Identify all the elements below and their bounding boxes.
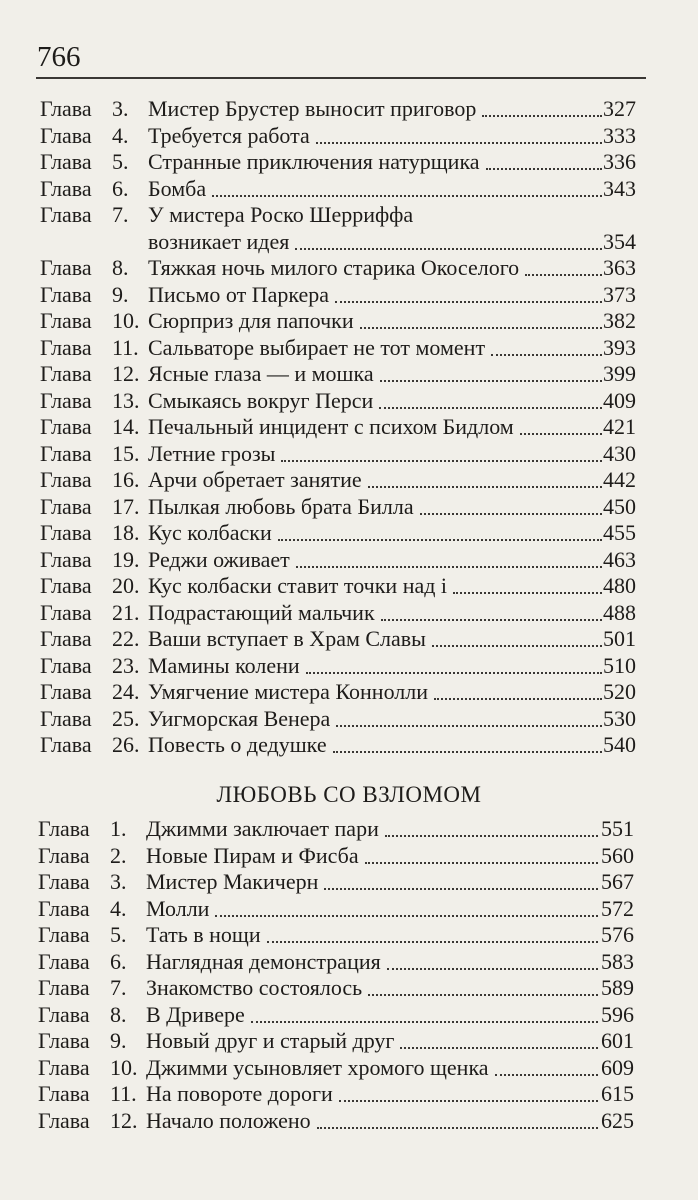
chapter-title-wrap: [148, 202, 638, 228]
chapter-title-line2: возникает идея: [148, 228, 290, 254]
chapter-title: Печальный инцидент с психом Бидлом: [148, 414, 514, 439]
chapter-title-wrap: [148, 653, 602, 679]
chapter-label: Глава: [40, 493, 92, 519]
chapter-title-wrap: [148, 520, 602, 546]
chapter-label: Глава: [40, 202, 92, 227]
chapter-label: Глава: [40, 334, 92, 360]
toc-entry: [0, 653, 698, 680]
toc-entry: [0, 1002, 698, 1029]
chapter-number: 4.: [110, 895, 127, 921]
chapter-title-wrap: [148, 494, 602, 520]
chapter-label: Глава: [38, 842, 90, 868]
chapter-title-wrap: [148, 467, 602, 493]
chapter-title: Сальваторе выбирает не тот момент: [148, 334, 486, 360]
chapter-label: Глава: [40, 732, 92, 757]
chapter-title: Тать в нощи: [146, 922, 261, 947]
chapter-number: 9.: [112, 281, 129, 307]
chapter-title: Тяжкая ночь милого старика Окоселого: [148, 255, 520, 280]
chapter-number: 1.: [110, 816, 127, 841]
toc-entry: [0, 843, 698, 870]
chapter-label: Глава: [40, 308, 92, 333]
chapter-number: 4.: [112, 122, 129, 148]
page-ref: 583: [601, 948, 634, 974]
chapter-title-wrap: [146, 975, 598, 1001]
page-ref: 596: [601, 1001, 634, 1027]
chapter-title: Подрастающий мальчик: [148, 599, 375, 625]
chapter-title-wrap: [148, 441, 602, 467]
chapter-title-wrap: [148, 600, 602, 626]
chapter-title-wrap: [148, 335, 602, 361]
page-ref: 343: [603, 175, 636, 201]
chapter-title: Требуется работа: [148, 122, 310, 148]
chapter-title: Джимми усыновляет хромого щенка: [146, 1054, 489, 1080]
chapter-title-wrap: [146, 1108, 598, 1134]
dot-leader: [432, 644, 602, 647]
chapter-number: 6.: [112, 175, 129, 201]
chapter-number: 26.: [112, 732, 140, 757]
page-ref: 540: [603, 732, 636, 757]
chapter-title-wrap: [148, 679, 602, 705]
page-ref: 625: [601, 1107, 634, 1133]
toc-entry: [0, 600, 698, 627]
header-rule: [36, 77, 646, 79]
chapter-number: 2.: [110, 842, 127, 868]
toc-entry: [0, 547, 698, 574]
dot-leader: [316, 141, 602, 144]
page-ref: 480: [603, 573, 636, 598]
dot-leader: [482, 114, 602, 117]
toc-entry: [0, 949, 698, 976]
chapter-label: Глава: [40, 387, 92, 413]
toc-entry: [0, 1108, 698, 1135]
page-ref: 572: [601, 895, 634, 921]
dot-leader: [296, 565, 602, 568]
toc-entry: [0, 149, 698, 176]
chapter-title: Мистер Макичерн: [146, 869, 319, 894]
chapter-title: Арчи обретает занятие: [148, 467, 362, 492]
page-ref: 450: [603, 493, 636, 519]
dot-leader: [495, 1073, 598, 1076]
chapter-title-wrap: [148, 123, 602, 149]
chapter-label: Глава: [38, 1054, 90, 1080]
page-ref: 609: [601, 1054, 634, 1080]
page-ref: 510: [603, 652, 636, 678]
dot-leader: [360, 326, 602, 329]
chapter-title-wrap: [148, 229, 602, 255]
dot-leader: [380, 379, 602, 382]
dot-leader: [365, 861, 598, 864]
toc-entry: [0, 282, 698, 309]
chapter-title: Бомба: [148, 175, 207, 201]
page-ref: 409: [603, 387, 636, 413]
chapter-title-wrap: [146, 1055, 598, 1081]
chapter-label: Глава: [40, 175, 92, 201]
chapter-label: Глава: [40, 122, 92, 148]
toc-entry: [0, 816, 698, 843]
page-ref: 520: [603, 679, 636, 704]
dot-leader: [212, 194, 602, 197]
chapter-title: Наглядная демонстрация: [146, 948, 381, 974]
chapter-number: 7.: [112, 202, 129, 227]
chapter-title-wrap: [148, 732, 602, 758]
chapter-number: 11.: [112, 334, 139, 360]
toc-entry: [0, 975, 698, 1002]
chapter-title-wrap: [148, 414, 602, 440]
chapter-title: Кус колбаски: [148, 520, 272, 545]
chapter-title-wrap: [146, 816, 598, 842]
chapter-number: 19.: [112, 546, 140, 572]
chapter-number: 12.: [112, 361, 140, 386]
chapter-number: 15.: [112, 440, 140, 466]
page-ref: 399: [603, 361, 636, 386]
chapter-number: 21.: [112, 599, 140, 625]
chapter-title-wrap: [148, 547, 602, 573]
toc-entry: [0, 1081, 698, 1108]
toc-entry: [0, 626, 698, 653]
chapter-number: 24.: [112, 679, 140, 704]
chapter-title-wrap: [148, 361, 602, 387]
chapter-title-wrap: [146, 896, 598, 922]
toc-entry: [0, 96, 698, 123]
chapter-label: Глава: [40, 255, 92, 280]
chapter-title: На повороте дороги: [146, 1081, 333, 1106]
chapter-title: Мамины колени: [148, 652, 300, 678]
chapter-title: Новый друг и старый друг: [146, 1028, 395, 1053]
chapter-title-wrap: [146, 922, 598, 948]
chapter-title: Повесть о дедушке: [148, 732, 327, 757]
toc-entry: [0, 1055, 698, 1082]
chapter-title: Уигморская Венера: [148, 705, 331, 731]
chapter-title-wrap: [148, 626, 602, 652]
chapter-number: 10.: [110, 1054, 138, 1080]
toc-entry: [0, 679, 698, 706]
chapter-number: 12.: [110, 1107, 138, 1133]
chapter-number: 16.: [112, 467, 140, 492]
dot-leader: [453, 591, 602, 594]
dot-leader: [251, 1020, 598, 1023]
chapter-title: Мистер Брустер выносит приговор: [148, 96, 477, 121]
chapter-title: Сюрприз для папочки: [148, 308, 354, 333]
chapter-label: Глава: [38, 895, 90, 921]
chapter-number: 6.: [110, 948, 127, 974]
dot-leader: [400, 1046, 598, 1049]
dot-leader: [368, 993, 598, 996]
chapter-number: 13.: [112, 387, 140, 413]
chapter-label: Глава: [38, 1081, 90, 1106]
toc-entry: [0, 573, 698, 600]
chapter-label: Глава: [40, 281, 92, 307]
page-ref: 601: [601, 1028, 634, 1053]
chapter-title-wrap: [148, 255, 602, 281]
chapter-title-wrap: [148, 176, 602, 202]
chapter-label: Глава: [38, 922, 90, 947]
page-ref: 560: [601, 842, 634, 868]
chapter-number: 7.: [110, 975, 127, 1000]
page-ref: 488: [603, 599, 636, 625]
chapter-title-wrap: [146, 1028, 598, 1054]
chapter-number: 9.: [110, 1028, 127, 1053]
chapter-title: Новые Пирам и Фисба: [146, 842, 359, 868]
page-ref: 333: [603, 122, 636, 148]
chapter-label: Глава: [40, 440, 92, 466]
toc-entry: [0, 388, 698, 415]
chapter-label: Глава: [40, 546, 92, 572]
page-ref: 363: [603, 255, 636, 280]
toc-entry: [0, 176, 698, 203]
chapter-title: Странные приключения натурщика: [148, 149, 480, 174]
chapter-title-wrap: [148, 388, 602, 414]
chapter-number: 18.: [112, 520, 140, 545]
page-ref: 615: [601, 1081, 634, 1106]
chapter-number: 10.: [112, 308, 140, 333]
dot-leader: [491, 353, 602, 356]
toc-entry: [0, 202, 698, 229]
chapter-label: Глава: [40, 573, 92, 598]
page-number: 766: [37, 41, 81, 73]
chapter-number: 17.: [112, 493, 140, 519]
chapter-title: Джимми заключает пари: [146, 816, 379, 841]
toc-entry: [0, 441, 698, 468]
dot-leader: [267, 940, 598, 943]
chapter-number: 11.: [110, 1081, 137, 1106]
dot-leader: [278, 538, 602, 541]
page-ref: 373: [603, 281, 636, 307]
page-ref: 421: [603, 414, 636, 439]
toc-entry: [0, 361, 698, 388]
chapter-title: Письмо от Паркера: [148, 281, 330, 307]
chapter-title-wrap: [148, 308, 602, 334]
chapter-label: Глава: [40, 467, 92, 492]
chapter-label: Глава: [38, 1028, 90, 1053]
chapter-number: 3.: [110, 869, 127, 894]
dot-leader: [420, 512, 602, 515]
dot-leader: [333, 750, 602, 753]
toc-entry: [0, 896, 698, 923]
chapter-label: Глава: [40, 414, 92, 439]
chapter-title: Летние грозы: [148, 440, 276, 466]
chapter-number: 5.: [110, 922, 127, 947]
chapter-title: В Дривере: [146, 1001, 245, 1027]
chapter-title-wrap: [146, 949, 598, 975]
dot-leader: [525, 273, 602, 276]
page-ref: 589: [601, 975, 634, 1000]
chapter-label: Глава: [38, 1001, 90, 1027]
chapter-label: Глава: [38, 975, 90, 1000]
chapter-number: 5.: [112, 149, 129, 174]
chapter-label: Глава: [38, 869, 90, 894]
page-ref: 576: [601, 922, 634, 947]
chapter-number: 8.: [112, 255, 129, 280]
chapter-label: Глава: [40, 361, 92, 386]
dot-leader: [434, 697, 602, 700]
chapter-title-wrap: [148, 282, 602, 308]
chapter-title-wrap: [146, 843, 598, 869]
page-ref: 430: [603, 440, 636, 466]
page-ref: 382: [603, 308, 636, 333]
chapter-number: 22.: [112, 626, 140, 651]
toc-entry: [0, 494, 698, 521]
dot-leader: [306, 671, 602, 674]
toc-entry: [0, 869, 698, 896]
chapter-title-wrap: [146, 1081, 598, 1107]
page-ref: 327: [603, 96, 636, 121]
chapter-label: Глава: [40, 705, 92, 731]
toc-part-2: [0, 816, 698, 1134]
chapter-label: Глава: [40, 652, 92, 678]
chapter-label: Глава: [38, 948, 90, 974]
chapter-number: 25.: [112, 705, 140, 731]
chapter-title: Умягчение мистера Коннолли: [148, 679, 429, 704]
dot-leader: [215, 914, 598, 917]
chapter-title-wrap: [146, 1002, 598, 1028]
toc-entry-continuation: [0, 229, 698, 256]
toc-entry: [0, 123, 698, 150]
toc-entry: [0, 467, 698, 494]
page-ref: 463: [603, 546, 636, 572]
dot-leader: [379, 406, 602, 409]
chapter-title-wrap: [148, 573, 602, 599]
dot-leader: [317, 1126, 598, 1129]
page-ref: 354: [603, 228, 636, 254]
dot-leader: [368, 485, 602, 488]
toc-entry: [0, 732, 698, 759]
toc-entry: [0, 255, 698, 282]
page-ref: 336: [603, 149, 636, 174]
page-ref: 455: [603, 520, 636, 545]
chapter-label: Глава: [40, 149, 92, 174]
chapter-title-wrap: [148, 706, 602, 732]
toc-entry: [0, 308, 698, 335]
page-ref: 551: [601, 816, 634, 841]
dot-leader: [486, 167, 602, 170]
chapter-label: Глава: [38, 1107, 90, 1133]
dot-leader: [520, 432, 602, 435]
page-ref: 567: [601, 869, 634, 894]
chapter-title: Реджи оживает: [148, 546, 290, 572]
chapter-title-wrap: [148, 96, 602, 122]
chapter-label: Глава: [40, 520, 92, 545]
toc-entry: [0, 1028, 698, 1055]
dot-leader: [339, 1099, 598, 1102]
chapter-title: Кус колбаски ставит точки над і: [148, 573, 448, 598]
chapter-title-wrap: [148, 149, 602, 175]
toc-entry: [0, 335, 698, 362]
section-title: ЛЮБОВЬ СО ВЗЛОМОМ: [216, 782, 482, 807]
chapter-label: Глава: [40, 96, 92, 121]
chapter-title: Ясные глаза — и мошка: [148, 361, 374, 386]
chapter-label: Глава: [40, 626, 92, 651]
chapter-number: 23.: [112, 652, 140, 678]
dot-leader: [381, 618, 602, 621]
dot-leader: [336, 724, 602, 727]
chapter-title: Начало положено: [146, 1107, 311, 1133]
chapter-label: Глава: [40, 679, 92, 704]
chapter-label: Глава: [40, 599, 92, 625]
chapter-title: Молли: [146, 895, 210, 921]
chapter-number: 20.: [112, 573, 140, 598]
chapter-number: 14.: [112, 414, 140, 439]
page-ref: 442: [603, 467, 636, 492]
toc-part-1: [0, 96, 698, 759]
chapter-number: 3.: [112, 96, 129, 121]
toc-entry: [0, 922, 698, 949]
chapter-title: Знакомство состоялось: [146, 975, 363, 1000]
dot-leader: [335, 300, 602, 303]
dot-leader: [324, 887, 598, 890]
toc-entry: [0, 706, 698, 733]
dot-leader: [281, 459, 602, 462]
chapter-title-wrap: [146, 869, 598, 895]
chapter-title: Пылкая любовь брата Билла: [148, 493, 414, 519]
toc-entry: [0, 414, 698, 441]
dot-leader: [387, 967, 598, 970]
chapter-title: Ваши вступает в Храм Славы: [148, 626, 426, 651]
dot-leader: [295, 247, 602, 250]
page-ref: 393: [603, 334, 636, 360]
chapter-title: У мистера Роско Шерриффа: [148, 202, 414, 227]
toc-entry: [0, 520, 698, 547]
dot-leader: [385, 834, 598, 837]
page-ref: 530: [603, 705, 636, 731]
chapter-title: Смыкаясь вокруг Перси: [148, 387, 374, 413]
chapter-label: Глава: [38, 816, 90, 841]
page-ref: 501: [603, 626, 636, 651]
chapter-number: 8.: [110, 1001, 127, 1027]
